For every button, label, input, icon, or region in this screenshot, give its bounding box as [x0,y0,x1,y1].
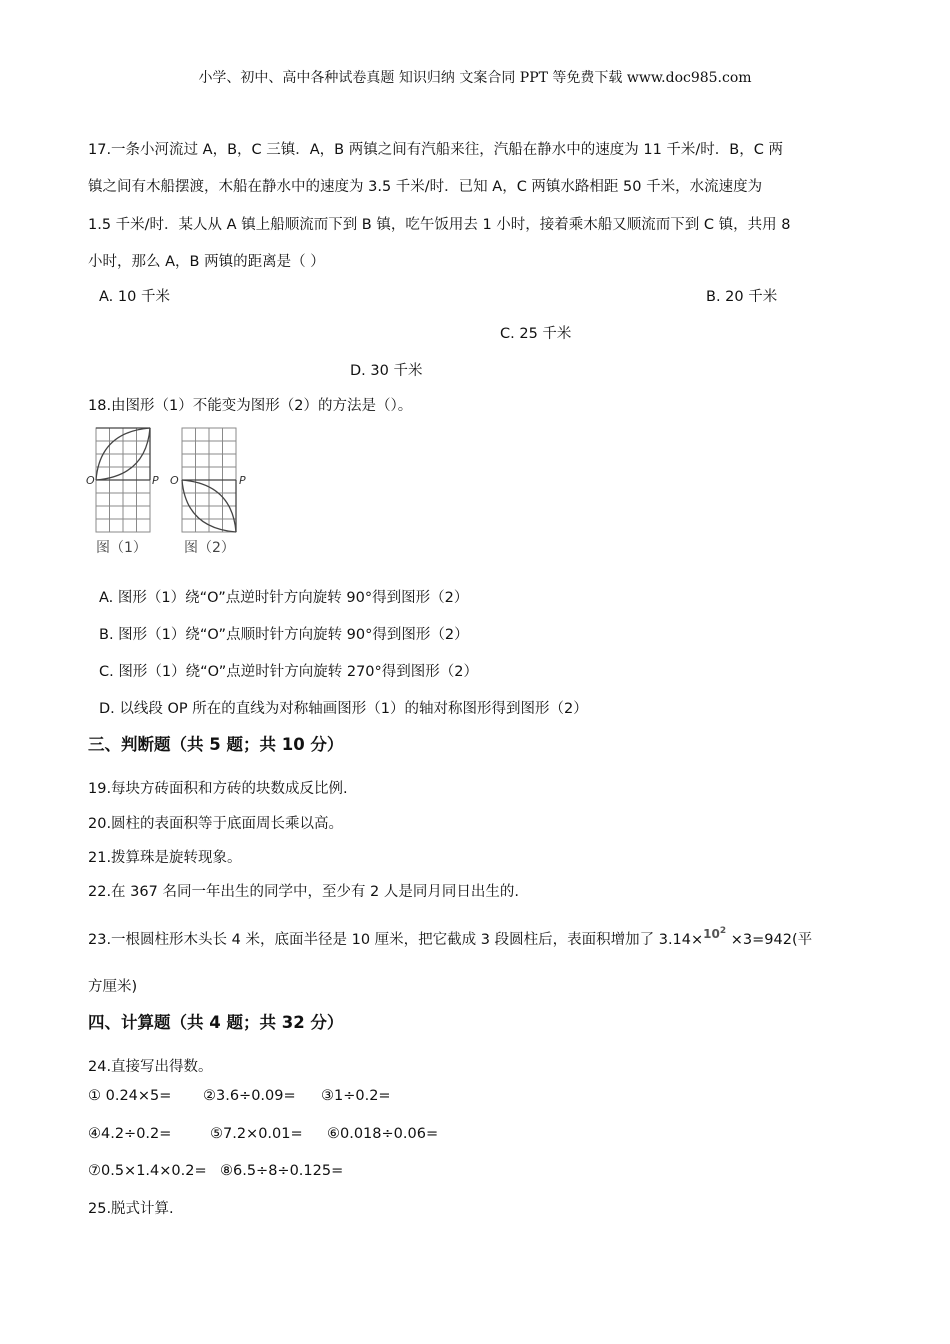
calc-expression: 4.2÷0.2= [101,1126,172,1142]
q17-line-2: 镇之间有木船摆渡，木船在静水中的速度为 3.5 千米/时．已知 A，C 两镇水路相距 50 千米，水流速度为 [88,179,763,195]
calc-item-5 [210,1126,303,1142]
caption-figure-2: 图（2） [184,540,235,556]
caption-figure-1: 图（1） [96,540,147,556]
circled-number: ② [203,1088,216,1104]
calc-expression: 3.6÷0.09= [216,1088,296,1104]
q23-base: 10 [703,927,720,941]
circled-number: ① [88,1088,101,1104]
q23-text-b: ×3=942(平 [726,932,813,948]
q23-line-2: 方厘米) [88,979,138,995]
q20: 20.圆柱的表面积等于底面周长乘以高。 [88,816,344,832]
q23-line-1 [88,926,812,949]
calc-expression: 0.018÷0.06= [340,1126,439,1142]
q17-option-a[interactable]: A. 10 千米 [99,289,170,305]
q23-exponent: 2 [719,926,727,936]
calc-expression: 1÷0.2= [334,1088,391,1104]
q18-figure [86,424,256,560]
calc-item-7 [88,1163,207,1179]
q17-option-b[interactable]: B. 20 千米 [706,289,778,305]
calc-item-2 [203,1088,296,1104]
calc-item-4 [88,1126,171,1142]
q18-option-d[interactable]: D. 以线段 OP 所在的直线为对称轴画图形（1）的轴对称图形得到图形（2） [99,701,588,717]
q17-line-1: 17.一条小河流过 A，B，C 三镇．A，B 两镇之间有汽船来往，汽船在静水中的速度为 11 千米/时．B，C 两 [88,142,783,158]
calc-item-3 [321,1088,391,1104]
section-3-heading: 三、判断题（共 5 题；共 10 分） [88,735,344,754]
q18-option-a[interactable]: A. 图形（1）绕“O”点逆时针方向旋转 90°得到图形（2） [99,590,469,606]
q17-option-c[interactable]: C. 25 千米 [500,326,572,342]
q18-option-c[interactable]: C. 图形（1）绕“O”点逆时针方向旋转 270°得到图形（2） [99,664,479,680]
calc-expression: 0.5×1.4×0.2= [101,1163,207,1179]
circled-number: ⑧ [220,1163,233,1179]
label-p-1: P [152,474,159,487]
q17-option-d[interactable]: D. 30 千米 [350,363,423,379]
circled-number: ⑦ [88,1163,101,1179]
calc-expression: 7.2×0.01= [223,1126,303,1142]
q23-text-a: 23.一根圆柱形木头长 4 米，底面半径是 10 厘米，把它截成 3 段圆柱后，表面积增加了 3.14× [88,932,704,948]
label-p-2: P [239,474,246,487]
calc-item-8 [220,1163,343,1179]
rotation-figure [86,424,256,560]
label-o-1: O [86,474,95,487]
circled-number: ③ [321,1088,334,1104]
q21: 21.拨算珠是旋转现象。 [88,850,242,866]
q18-option-b[interactable]: B. 图形（1）绕“O”点顺时针方向旋转 90°得到图形（2） [99,627,469,643]
section-4-heading: 四、计算题（共 4 题；共 32 分） [88,1013,344,1032]
calc-expression: 6.5÷8÷0.125= [233,1163,344,1179]
circled-number: ⑥ [327,1126,340,1142]
q23-power [703,926,726,941]
q17-line-4: 小时，那么 A，B 两镇的距离是（ ） [88,254,325,270]
q19: 19.每块方砖面积和方砖的块数成反比例. [88,781,348,797]
q17-line-3: 1.5 千米/时．某人从 A 镇上船顺流而下到 B 镇，吃午饭用去 1 小时，接着乘木船又顺流而下到 C 镇，共用 8 [88,217,791,233]
q25-stem: 25.脱式计算. [88,1201,174,1217]
q18-stem: 18.由图形（1）不能变为图形（2）的方法是（）。 [88,398,413,414]
calc-item-6 [327,1126,438,1142]
page-header: 小学、初中、高中各种试卷真题 知识归纳 文案合同 PPT 等免费下载 www.doc985.com [198,70,752,86]
label-o-2: O [170,474,179,487]
q24-stem: 24.直接写出得数。 [88,1059,213,1075]
q22: 22.在 367 名同一年出生的同学中，至少有 2 人是同月同日出生的. [88,884,520,900]
circled-number: ④ [88,1126,101,1142]
calc-expression: 0.24×5= [105,1088,172,1104]
circled-number: ⑤ [210,1126,223,1142]
calc-item-1 [88,1088,171,1104]
